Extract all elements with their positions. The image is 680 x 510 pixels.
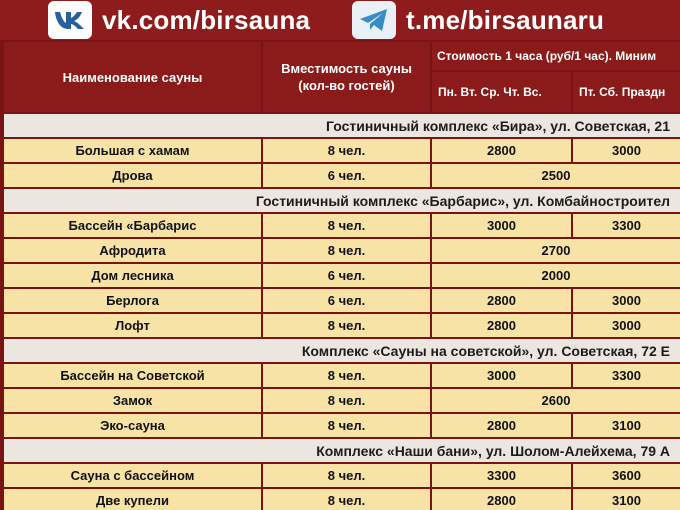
sauna-capacity: 8 чел. (262, 238, 431, 263)
telegram-link[interactable] (352, 0, 604, 40)
price-weekend: 3300 (572, 363, 680, 388)
section-title: Гостиничный комплекс «Бира», ул. Советская, 21 (3, 113, 680, 138)
sauna-capacity: 8 чел. (262, 138, 431, 163)
section-title: Гостиничный комплекс «Барбарис», ул. Комбайностроител (3, 188, 680, 213)
capacity-header-line1: Вместимость сауны (281, 61, 412, 76)
column-header-weekend: Пт. Сб. Праздн (572, 71, 680, 113)
sauna-name: Бассейн на Советской (3, 363, 262, 388)
table-row (3, 163, 680, 188)
price-weekday: 2800 (431, 288, 572, 313)
sauna-capacity: 8 чел. (262, 313, 431, 338)
table-row (3, 313, 680, 338)
price-weekday: 3000 (431, 213, 572, 238)
table-row (3, 413, 680, 438)
sauna-capacity: 8 чел. (262, 413, 431, 438)
price-weekday: 3300 (431, 463, 572, 488)
price-table (2, 40, 680, 510)
sauna-capacity: 8 чел. (262, 463, 431, 488)
column-header-cost: Стоимость 1 часа (руб/1 час). Миним (431, 41, 680, 71)
price-weekend: 3000 (572, 138, 680, 163)
price-single: 2700 (431, 238, 680, 263)
telegram-url: t.me/birsaunaru (406, 4, 605, 35)
sauna-name: Лофт (3, 313, 262, 338)
capacity-header-line2: (кол-во гостей) (298, 78, 395, 93)
sauna-name: Бассейн «Барбарис (3, 213, 262, 238)
section-title: Комплекс «Наши бани», ул. Шолом-Алейхема, 79 А (3, 438, 680, 463)
price-weekday: 2800 (431, 313, 572, 338)
price-weekday: 2800 (431, 413, 572, 438)
sauna-name: Дрова (3, 163, 262, 188)
sauna-name: Берлога (3, 288, 262, 313)
table-row (3, 288, 680, 313)
price-weekend: 3000 (572, 313, 680, 338)
price-weekday: 3000 (431, 363, 572, 388)
sauna-name: Две купели (3, 488, 262, 510)
price-single: 2000 (431, 263, 680, 288)
sauna-capacity: 8 чел. (262, 388, 431, 413)
vk-url: vk.com/birsauna (102, 4, 311, 35)
column-header-capacity (262, 41, 431, 113)
table-row (3, 238, 680, 263)
table-row (3, 213, 680, 238)
sauna-capacity: 8 чел. (262, 363, 431, 388)
sauna-name: Афродита (3, 238, 262, 263)
section-title: Комплекс «Сауны на советской», ул. Советская, 72 Е (3, 338, 680, 363)
table-row (3, 138, 680, 163)
price-weekend: 3100 (572, 413, 680, 438)
price-single: 2600 (431, 388, 680, 413)
sauna-name: Дом лесника (3, 263, 262, 288)
vk-icon (48, 1, 92, 39)
price-weekend: 3300 (572, 213, 680, 238)
sauna-capacity: 6 чел. (262, 288, 431, 313)
price-weekend: 3000 (572, 288, 680, 313)
price-weekend: 3600 (572, 463, 680, 488)
price-table-body (3, 113, 680, 510)
sauna-name: Замок (3, 388, 262, 413)
contact-banner (0, 0, 680, 40)
table-row (3, 488, 680, 510)
table-row (3, 463, 680, 488)
table-row (3, 263, 680, 288)
sauna-capacity: 6 чел. (262, 163, 431, 188)
sauna-name: Большая с хамам (3, 138, 262, 163)
column-header-name: Наименование сауны (3, 41, 262, 113)
sauna-capacity: 6 чел. (262, 263, 431, 288)
sauna-capacity: 8 чел. (262, 488, 431, 510)
price-weekday: 2800 (431, 488, 572, 510)
price-single: 2500 (431, 163, 680, 188)
table-row (3, 363, 680, 388)
telegram-icon (352, 1, 396, 39)
price-weekend: 3100 (572, 488, 680, 510)
sauna-name: Сауна с бассейном (3, 463, 262, 488)
vk-link[interactable] (48, 0, 310, 40)
sauna-capacity: 8 чел. (262, 213, 431, 238)
sauna-name: Эко-сауна (3, 413, 262, 438)
table-row (3, 388, 680, 413)
price-weekday: 2800 (431, 138, 572, 163)
column-header-weekdays: Пн. Вт. Ср. Чт. Вс. (431, 71, 572, 113)
